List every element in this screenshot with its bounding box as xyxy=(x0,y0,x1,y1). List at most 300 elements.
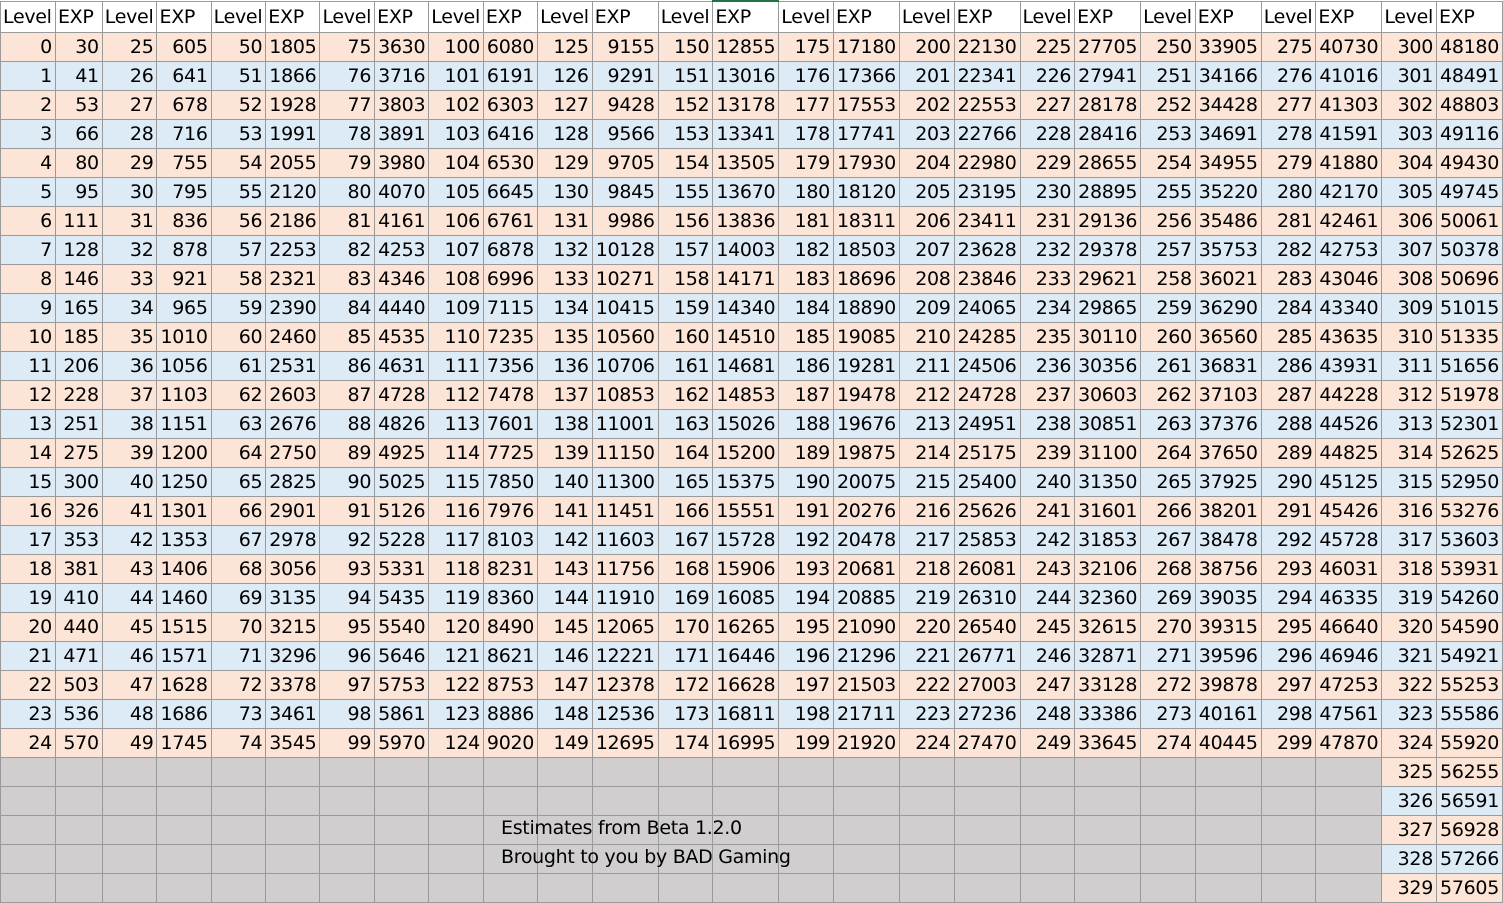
level-cell[interactable]: 153 xyxy=(658,120,713,149)
empty-cell[interactable] xyxy=(102,758,157,787)
exp-cell[interactable]: 2531 xyxy=(266,352,320,381)
level-cell[interactable]: 248 xyxy=(1020,700,1075,729)
level-cell[interactable]: 220 xyxy=(899,613,954,642)
empty-cell[interactable] xyxy=(1316,845,1382,874)
level-cell[interactable]: 275 xyxy=(1261,33,1316,62)
exp-cell[interactable]: 11150 xyxy=(592,439,658,468)
exp-cell[interactable]: 836 xyxy=(157,207,211,236)
level-cell[interactable]: 207 xyxy=(899,236,954,265)
level-cell[interactable]: 148 xyxy=(538,700,593,729)
level-cell[interactable]: 9 xyxy=(1,294,56,323)
level-cell[interactable]: 62 xyxy=(211,381,266,410)
level-cell[interactable]: 250 xyxy=(1141,33,1196,62)
exp-cell[interactable]: 26081 xyxy=(954,555,1020,584)
exp-cell[interactable]: 6416 xyxy=(483,120,537,149)
level-cell[interactable]: 273 xyxy=(1141,700,1196,729)
level-cell[interactable]: 66 xyxy=(211,497,266,526)
exp-cell[interactable]: 8231 xyxy=(483,555,537,584)
level-cell[interactable]: 300 xyxy=(1382,33,1437,62)
level-cell[interactable]: 205 xyxy=(899,178,954,207)
exp-cell[interactable]: 3891 xyxy=(375,120,429,149)
empty-cell[interactable] xyxy=(375,816,429,845)
level-cell[interactable]: 87 xyxy=(320,381,375,410)
level-cell[interactable]: 301 xyxy=(1382,62,1437,91)
exp-cell[interactable]: 50696 xyxy=(1437,265,1503,294)
level-cell[interactable]: 84 xyxy=(320,294,375,323)
exp-cell[interactable]: 17366 xyxy=(833,62,899,91)
exp-cell[interactable]: 47870 xyxy=(1316,729,1382,758)
exp-cell[interactable]: 40445 xyxy=(1195,729,1261,758)
exp-cell[interactable]: 5970 xyxy=(375,729,429,758)
empty-cell[interactable] xyxy=(538,758,593,787)
level-cell[interactable]: 58 xyxy=(211,265,266,294)
exp-cell[interactable]: 9986 xyxy=(592,207,658,236)
level-cell[interactable]: 17 xyxy=(1,526,56,555)
exp-cell[interactable]: 9428 xyxy=(592,91,658,120)
exp-cell[interactable]: 2253 xyxy=(266,236,320,265)
level-cell[interactable]: 102 xyxy=(429,91,484,120)
level-cell[interactable]: 210 xyxy=(899,323,954,352)
level-cell[interactable]: 228 xyxy=(1020,120,1075,149)
level-cell[interactable]: 233 xyxy=(1020,265,1075,294)
exp-cell[interactable]: 16446 xyxy=(713,642,779,671)
exp-cell[interactable]: 14171 xyxy=(713,265,779,294)
level-cell[interactable]: 8 xyxy=(1,265,56,294)
exp-cell[interactable]: 471 xyxy=(55,642,102,671)
level-cell[interactable]: 211 xyxy=(899,352,954,381)
exp-cell[interactable]: 20276 xyxy=(833,497,899,526)
level-cell[interactable]: 256 xyxy=(1141,207,1196,236)
empty-cell[interactable] xyxy=(375,787,429,816)
level-cell[interactable]: 192 xyxy=(779,526,834,555)
level-cell[interactable]: 159 xyxy=(658,294,713,323)
header-exp[interactable]: EXP xyxy=(55,1,102,33)
exp-cell[interactable]: 14003 xyxy=(713,236,779,265)
exp-cell[interactable]: 29621 xyxy=(1075,265,1141,294)
exp-cell[interactable]: 3716 xyxy=(375,62,429,91)
level-cell[interactable]: 50 xyxy=(211,33,266,62)
exp-cell[interactable]: 30 xyxy=(55,33,102,62)
level-cell[interactable]: 174 xyxy=(658,729,713,758)
exp-cell[interactable]: 9020 xyxy=(483,729,537,758)
exp-cell[interactable]: 4070 xyxy=(375,178,429,207)
level-cell[interactable]: 178 xyxy=(779,120,834,149)
exp-cell[interactable]: 2321 xyxy=(266,265,320,294)
level-cell[interactable]: 232 xyxy=(1020,236,1075,265)
level-cell[interactable]: 224 xyxy=(899,729,954,758)
level-cell[interactable]: 241 xyxy=(1020,497,1075,526)
level-cell[interactable]: 29 xyxy=(102,149,157,178)
level-cell[interactable]: 100 xyxy=(429,33,484,62)
exp-cell[interactable]: 38478 xyxy=(1195,526,1261,555)
level-cell[interactable]: 182 xyxy=(779,236,834,265)
exp-cell[interactable]: 605 xyxy=(157,33,211,62)
empty-cell[interactable] xyxy=(429,787,484,816)
exp-cell[interactable]: 1056 xyxy=(157,352,211,381)
empty-cell[interactable] xyxy=(899,758,954,787)
exp-cell[interactable]: 36021 xyxy=(1195,265,1261,294)
level-cell[interactable]: 47 xyxy=(102,671,157,700)
level-cell[interactable]: 307 xyxy=(1382,236,1437,265)
level-cell[interactable]: 22 xyxy=(1,671,56,700)
level-cell[interactable]: 234 xyxy=(1020,294,1075,323)
level-cell[interactable]: 158 xyxy=(658,265,713,294)
header-level[interactable]: Level xyxy=(538,1,593,33)
level-cell[interactable]: 90 xyxy=(320,468,375,497)
empty-cell[interactable] xyxy=(55,874,102,903)
level-cell[interactable]: 94 xyxy=(320,584,375,613)
exp-cell[interactable]: 53603 xyxy=(1437,526,1503,555)
exp-cell[interactable]: 31853 xyxy=(1075,526,1141,555)
exp-cell[interactable]: 9291 xyxy=(592,62,658,91)
exp-cell[interactable]: 44228 xyxy=(1316,381,1382,410)
level-cell[interactable]: 252 xyxy=(1141,91,1196,120)
exp-cell[interactable]: 14681 xyxy=(713,352,779,381)
exp-cell[interactable]: 7478 xyxy=(483,381,537,410)
level-cell[interactable]: 23 xyxy=(1,700,56,729)
exp-cell[interactable]: 12536 xyxy=(592,700,658,729)
header-exp[interactable]: EXP xyxy=(1075,1,1141,33)
exp-cell[interactable]: 21920 xyxy=(833,729,899,758)
level-cell[interactable]: 329 xyxy=(1382,874,1437,903)
exp-cell[interactable]: 18503 xyxy=(833,236,899,265)
level-cell[interactable]: 169 xyxy=(658,584,713,613)
empty-cell[interactable] xyxy=(954,758,1020,787)
empty-cell[interactable] xyxy=(1261,758,1316,787)
header-level[interactable]: Level xyxy=(211,1,266,33)
empty-cell[interactable] xyxy=(833,874,899,903)
level-cell[interactable]: 59 xyxy=(211,294,266,323)
level-cell[interactable]: 295 xyxy=(1261,613,1316,642)
exp-cell[interactable]: 31601 xyxy=(1075,497,1141,526)
exp-cell[interactable]: 1928 xyxy=(266,91,320,120)
level-cell[interactable]: 237 xyxy=(1020,381,1075,410)
level-cell[interactable]: 49 xyxy=(102,729,157,758)
level-cell[interactable]: 173 xyxy=(658,700,713,729)
empty-cell[interactable] xyxy=(266,787,320,816)
empty-cell[interactable] xyxy=(1316,787,1382,816)
level-cell[interactable]: 121 xyxy=(429,642,484,671)
empty-cell[interactable] xyxy=(157,787,211,816)
exp-cell[interactable]: 46031 xyxy=(1316,555,1382,584)
level-cell[interactable]: 191 xyxy=(779,497,834,526)
exp-cell[interactable]: 18890 xyxy=(833,294,899,323)
empty-cell[interactable] xyxy=(266,874,320,903)
exp-cell[interactable]: 51978 xyxy=(1437,381,1503,410)
exp-cell[interactable]: 4346 xyxy=(375,265,429,294)
level-cell[interactable]: 21 xyxy=(1,642,56,671)
empty-cell[interactable] xyxy=(429,874,484,903)
level-cell[interactable]: 142 xyxy=(538,526,593,555)
exp-cell[interactable]: 22341 xyxy=(954,62,1020,91)
level-cell[interactable]: 46 xyxy=(102,642,157,671)
exp-cell[interactable]: 31350 xyxy=(1075,468,1141,497)
level-cell[interactable]: 172 xyxy=(658,671,713,700)
exp-cell[interactable]: 26540 xyxy=(954,613,1020,642)
level-cell[interactable]: 125 xyxy=(538,33,593,62)
exp-cell[interactable]: 536 xyxy=(55,700,102,729)
level-cell[interactable]: 327 xyxy=(1382,816,1437,845)
level-cell[interactable]: 279 xyxy=(1261,149,1316,178)
empty-cell[interactable] xyxy=(55,816,102,845)
exp-cell[interactable]: 20478 xyxy=(833,526,899,555)
level-cell[interactable]: 276 xyxy=(1261,62,1316,91)
level-cell[interactable]: 92 xyxy=(320,526,375,555)
header-level[interactable]: Level xyxy=(1382,1,1437,33)
level-cell[interactable]: 24 xyxy=(1,729,56,758)
exp-cell[interactable]: 13178 xyxy=(713,91,779,120)
exp-cell[interactable]: 14853 xyxy=(713,381,779,410)
empty-cell[interactable] xyxy=(1261,787,1316,816)
level-cell[interactable]: 247 xyxy=(1020,671,1075,700)
empty-cell[interactable] xyxy=(429,816,484,845)
exp-cell[interactable]: 165 xyxy=(55,294,102,323)
exp-cell[interactable]: 52625 xyxy=(1437,439,1503,468)
level-cell[interactable]: 162 xyxy=(658,381,713,410)
level-cell[interactable]: 271 xyxy=(1141,642,1196,671)
exp-cell[interactable]: 6645 xyxy=(483,178,537,207)
exp-cell[interactable]: 47253 xyxy=(1316,671,1382,700)
empty-cell[interactable] xyxy=(211,787,266,816)
level-cell[interactable]: 197 xyxy=(779,671,834,700)
empty-cell[interactable] xyxy=(157,874,211,903)
exp-cell[interactable]: 10128 xyxy=(592,236,658,265)
exp-cell[interactable]: 50378 xyxy=(1437,236,1503,265)
level-cell[interactable]: 69 xyxy=(211,584,266,613)
level-cell[interactable]: 188 xyxy=(779,410,834,439)
empty-cell[interactable] xyxy=(779,845,834,874)
level-cell[interactable]: 48 xyxy=(102,700,157,729)
exp-cell[interactable]: 54590 xyxy=(1437,613,1503,642)
level-cell[interactable]: 267 xyxy=(1141,526,1196,555)
level-cell[interactable]: 257 xyxy=(1141,236,1196,265)
level-cell[interactable]: 143 xyxy=(538,555,593,584)
level-cell[interactable]: 36 xyxy=(102,352,157,381)
exp-cell[interactable]: 29378 xyxy=(1075,236,1141,265)
exp-cell[interactable]: 15200 xyxy=(713,439,779,468)
exp-cell[interactable]: 20075 xyxy=(833,468,899,497)
empty-cell[interactable] xyxy=(1020,845,1075,874)
level-cell[interactable]: 41 xyxy=(102,497,157,526)
exp-cell[interactable]: 43931 xyxy=(1316,352,1382,381)
exp-cell[interactable]: 7976 xyxy=(483,497,537,526)
level-cell[interactable]: 104 xyxy=(429,149,484,178)
level-cell[interactable]: 283 xyxy=(1261,265,1316,294)
level-cell[interactable]: 13 xyxy=(1,410,56,439)
exp-cell[interactable]: 4161 xyxy=(375,207,429,236)
empty-cell[interactable] xyxy=(1141,874,1196,903)
level-cell[interactable]: 298 xyxy=(1261,700,1316,729)
level-cell[interactable]: 193 xyxy=(779,555,834,584)
header-exp[interactable]: EXP xyxy=(1437,1,1503,33)
level-cell[interactable]: 81 xyxy=(320,207,375,236)
exp-cell[interactable]: 30603 xyxy=(1075,381,1141,410)
exp-cell[interactable]: 34955 xyxy=(1195,149,1261,178)
empty-cell[interactable] xyxy=(320,758,375,787)
level-cell[interactable]: 325 xyxy=(1382,758,1437,787)
exp-cell[interactable]: 9845 xyxy=(592,178,658,207)
exp-cell[interactable]: 23195 xyxy=(954,178,1020,207)
exp-cell[interactable]: 5753 xyxy=(375,671,429,700)
exp-cell[interactable]: 25626 xyxy=(954,497,1020,526)
exp-cell[interactable]: 326 xyxy=(55,497,102,526)
level-cell[interactable]: 246 xyxy=(1020,642,1075,671)
empty-cell[interactable] xyxy=(320,845,375,874)
exp-cell[interactable]: 38756 xyxy=(1195,555,1261,584)
exp-cell[interactable]: 27003 xyxy=(954,671,1020,700)
level-cell[interactable]: 70 xyxy=(211,613,266,642)
exp-cell[interactable]: 12695 xyxy=(592,729,658,758)
exp-cell[interactable]: 42170 xyxy=(1316,178,1382,207)
empty-cell[interactable] xyxy=(483,845,537,874)
exp-cell[interactable]: 2901 xyxy=(266,497,320,526)
level-cell[interactable]: 71 xyxy=(211,642,266,671)
empty-cell[interactable] xyxy=(1316,758,1382,787)
exp-cell[interactable]: 25853 xyxy=(954,526,1020,555)
level-cell[interactable]: 308 xyxy=(1382,265,1437,294)
empty-cell[interactable] xyxy=(713,787,779,816)
level-cell[interactable]: 236 xyxy=(1020,352,1075,381)
empty-cell[interactable] xyxy=(658,758,713,787)
exp-cell[interactable]: 52950 xyxy=(1437,468,1503,497)
level-cell[interactable]: 107 xyxy=(429,236,484,265)
empty-cell[interactable] xyxy=(592,874,658,903)
level-cell[interactable]: 242 xyxy=(1020,526,1075,555)
level-cell[interactable]: 128 xyxy=(538,120,593,149)
level-cell[interactable]: 155 xyxy=(658,178,713,207)
exp-cell[interactable]: 11001 xyxy=(592,410,658,439)
level-cell[interactable]: 294 xyxy=(1261,584,1316,613)
exp-cell[interactable]: 185 xyxy=(55,323,102,352)
header-exp[interactable]: EXP xyxy=(592,1,658,33)
exp-cell[interactable]: 26310 xyxy=(954,584,1020,613)
empty-cell[interactable] xyxy=(375,845,429,874)
level-cell[interactable]: 114 xyxy=(429,439,484,468)
level-cell[interactable]: 324 xyxy=(1382,729,1437,758)
exp-cell[interactable]: 45728 xyxy=(1316,526,1382,555)
exp-cell[interactable]: 6303 xyxy=(483,91,537,120)
empty-cell[interactable] xyxy=(157,845,211,874)
exp-cell[interactable]: 44526 xyxy=(1316,410,1382,439)
header-exp[interactable]: EXP xyxy=(713,1,779,33)
level-cell[interactable]: 185 xyxy=(779,323,834,352)
exp-cell[interactable]: 33645 xyxy=(1075,729,1141,758)
level-cell[interactable]: 42 xyxy=(102,526,157,555)
level-cell[interactable]: 123 xyxy=(429,700,484,729)
level-cell[interactable]: 216 xyxy=(899,497,954,526)
level-cell[interactable]: 244 xyxy=(1020,584,1075,613)
level-cell[interactable]: 83 xyxy=(320,265,375,294)
level-cell[interactable]: 116 xyxy=(429,497,484,526)
exp-cell[interactable]: 353 xyxy=(55,526,102,555)
empty-cell[interactable] xyxy=(1,816,56,845)
level-cell[interactable]: 75 xyxy=(320,33,375,62)
exp-cell[interactable]: 37650 xyxy=(1195,439,1261,468)
empty-cell[interactable] xyxy=(55,787,102,816)
exp-cell[interactable]: 11603 xyxy=(592,526,658,555)
level-cell[interactable]: 38 xyxy=(102,410,157,439)
empty-cell[interactable] xyxy=(483,816,537,845)
level-cell[interactable]: 149 xyxy=(538,729,593,758)
level-cell[interactable]: 265 xyxy=(1141,468,1196,497)
level-cell[interactable]: 86 xyxy=(320,352,375,381)
exp-cell[interactable]: 4826 xyxy=(375,410,429,439)
exp-cell[interactable]: 42461 xyxy=(1316,207,1382,236)
level-cell[interactable]: 27 xyxy=(102,91,157,120)
level-cell[interactable]: 311 xyxy=(1382,352,1437,381)
level-cell[interactable]: 195 xyxy=(779,613,834,642)
level-cell[interactable]: 222 xyxy=(899,671,954,700)
level-cell[interactable]: 14 xyxy=(1,439,56,468)
level-cell[interactable]: 18 xyxy=(1,555,56,584)
exp-cell[interactable]: 3630 xyxy=(375,33,429,62)
exp-cell[interactable]: 2676 xyxy=(266,410,320,439)
level-cell[interactable]: 120 xyxy=(429,613,484,642)
level-cell[interactable]: 168 xyxy=(658,555,713,584)
level-cell[interactable]: 235 xyxy=(1020,323,1075,352)
exp-cell[interactable]: 29865 xyxy=(1075,294,1141,323)
exp-cell[interactable]: 4925 xyxy=(375,439,429,468)
level-cell[interactable]: 154 xyxy=(658,149,713,178)
empty-cell[interactable] xyxy=(899,845,954,874)
level-cell[interactable]: 68 xyxy=(211,555,266,584)
exp-cell[interactable]: 43046 xyxy=(1316,265,1382,294)
exp-cell[interactable]: 48180 xyxy=(1437,33,1503,62)
exp-cell[interactable]: 21711 xyxy=(833,700,899,729)
empty-cell[interactable] xyxy=(1075,758,1141,787)
exp-cell[interactable]: 11451 xyxy=(592,497,658,526)
exp-cell[interactable]: 251 xyxy=(55,410,102,439)
exp-cell[interactable]: 56928 xyxy=(1437,816,1503,845)
exp-cell[interactable]: 27705 xyxy=(1075,33,1141,62)
exp-cell[interactable]: 3135 xyxy=(266,584,320,613)
exp-cell[interactable]: 42753 xyxy=(1316,236,1382,265)
exp-cell[interactable]: 3980 xyxy=(375,149,429,178)
empty-cell[interactable] xyxy=(320,787,375,816)
exp-cell[interactable]: 24285 xyxy=(954,323,1020,352)
exp-cell[interactable]: 13341 xyxy=(713,120,779,149)
exp-cell[interactable]: 4535 xyxy=(375,323,429,352)
level-cell[interactable]: 292 xyxy=(1261,526,1316,555)
level-cell[interactable]: 15 xyxy=(1,468,56,497)
exp-cell[interactable]: 25400 xyxy=(954,468,1020,497)
exp-cell[interactable]: 6996 xyxy=(483,265,537,294)
empty-cell[interactable] xyxy=(1195,874,1261,903)
exp-cell[interactable]: 17553 xyxy=(833,91,899,120)
exp-cell[interactable]: 24728 xyxy=(954,381,1020,410)
level-cell[interactable]: 189 xyxy=(779,439,834,468)
empty-cell[interactable] xyxy=(779,758,834,787)
empty-cell[interactable] xyxy=(1,758,56,787)
empty-cell[interactable] xyxy=(538,874,593,903)
exp-cell[interactable]: 1151 xyxy=(157,410,211,439)
empty-cell[interactable] xyxy=(779,787,834,816)
level-cell[interactable]: 78 xyxy=(320,120,375,149)
empty-cell[interactable] xyxy=(375,874,429,903)
level-cell[interactable]: 113 xyxy=(429,410,484,439)
level-cell[interactable]: 199 xyxy=(779,729,834,758)
level-cell[interactable]: 304 xyxy=(1382,149,1437,178)
level-cell[interactable]: 258 xyxy=(1141,265,1196,294)
level-cell[interactable]: 287 xyxy=(1261,381,1316,410)
level-cell[interactable]: 179 xyxy=(779,149,834,178)
level-cell[interactable]: 129 xyxy=(538,149,593,178)
exp-cell[interactable]: 32360 xyxy=(1075,584,1141,613)
level-cell[interactable]: 288 xyxy=(1261,410,1316,439)
header-level[interactable]: Level xyxy=(779,1,834,33)
exp-cell[interactable]: 13670 xyxy=(713,178,779,207)
level-cell[interactable]: 175 xyxy=(779,33,834,62)
